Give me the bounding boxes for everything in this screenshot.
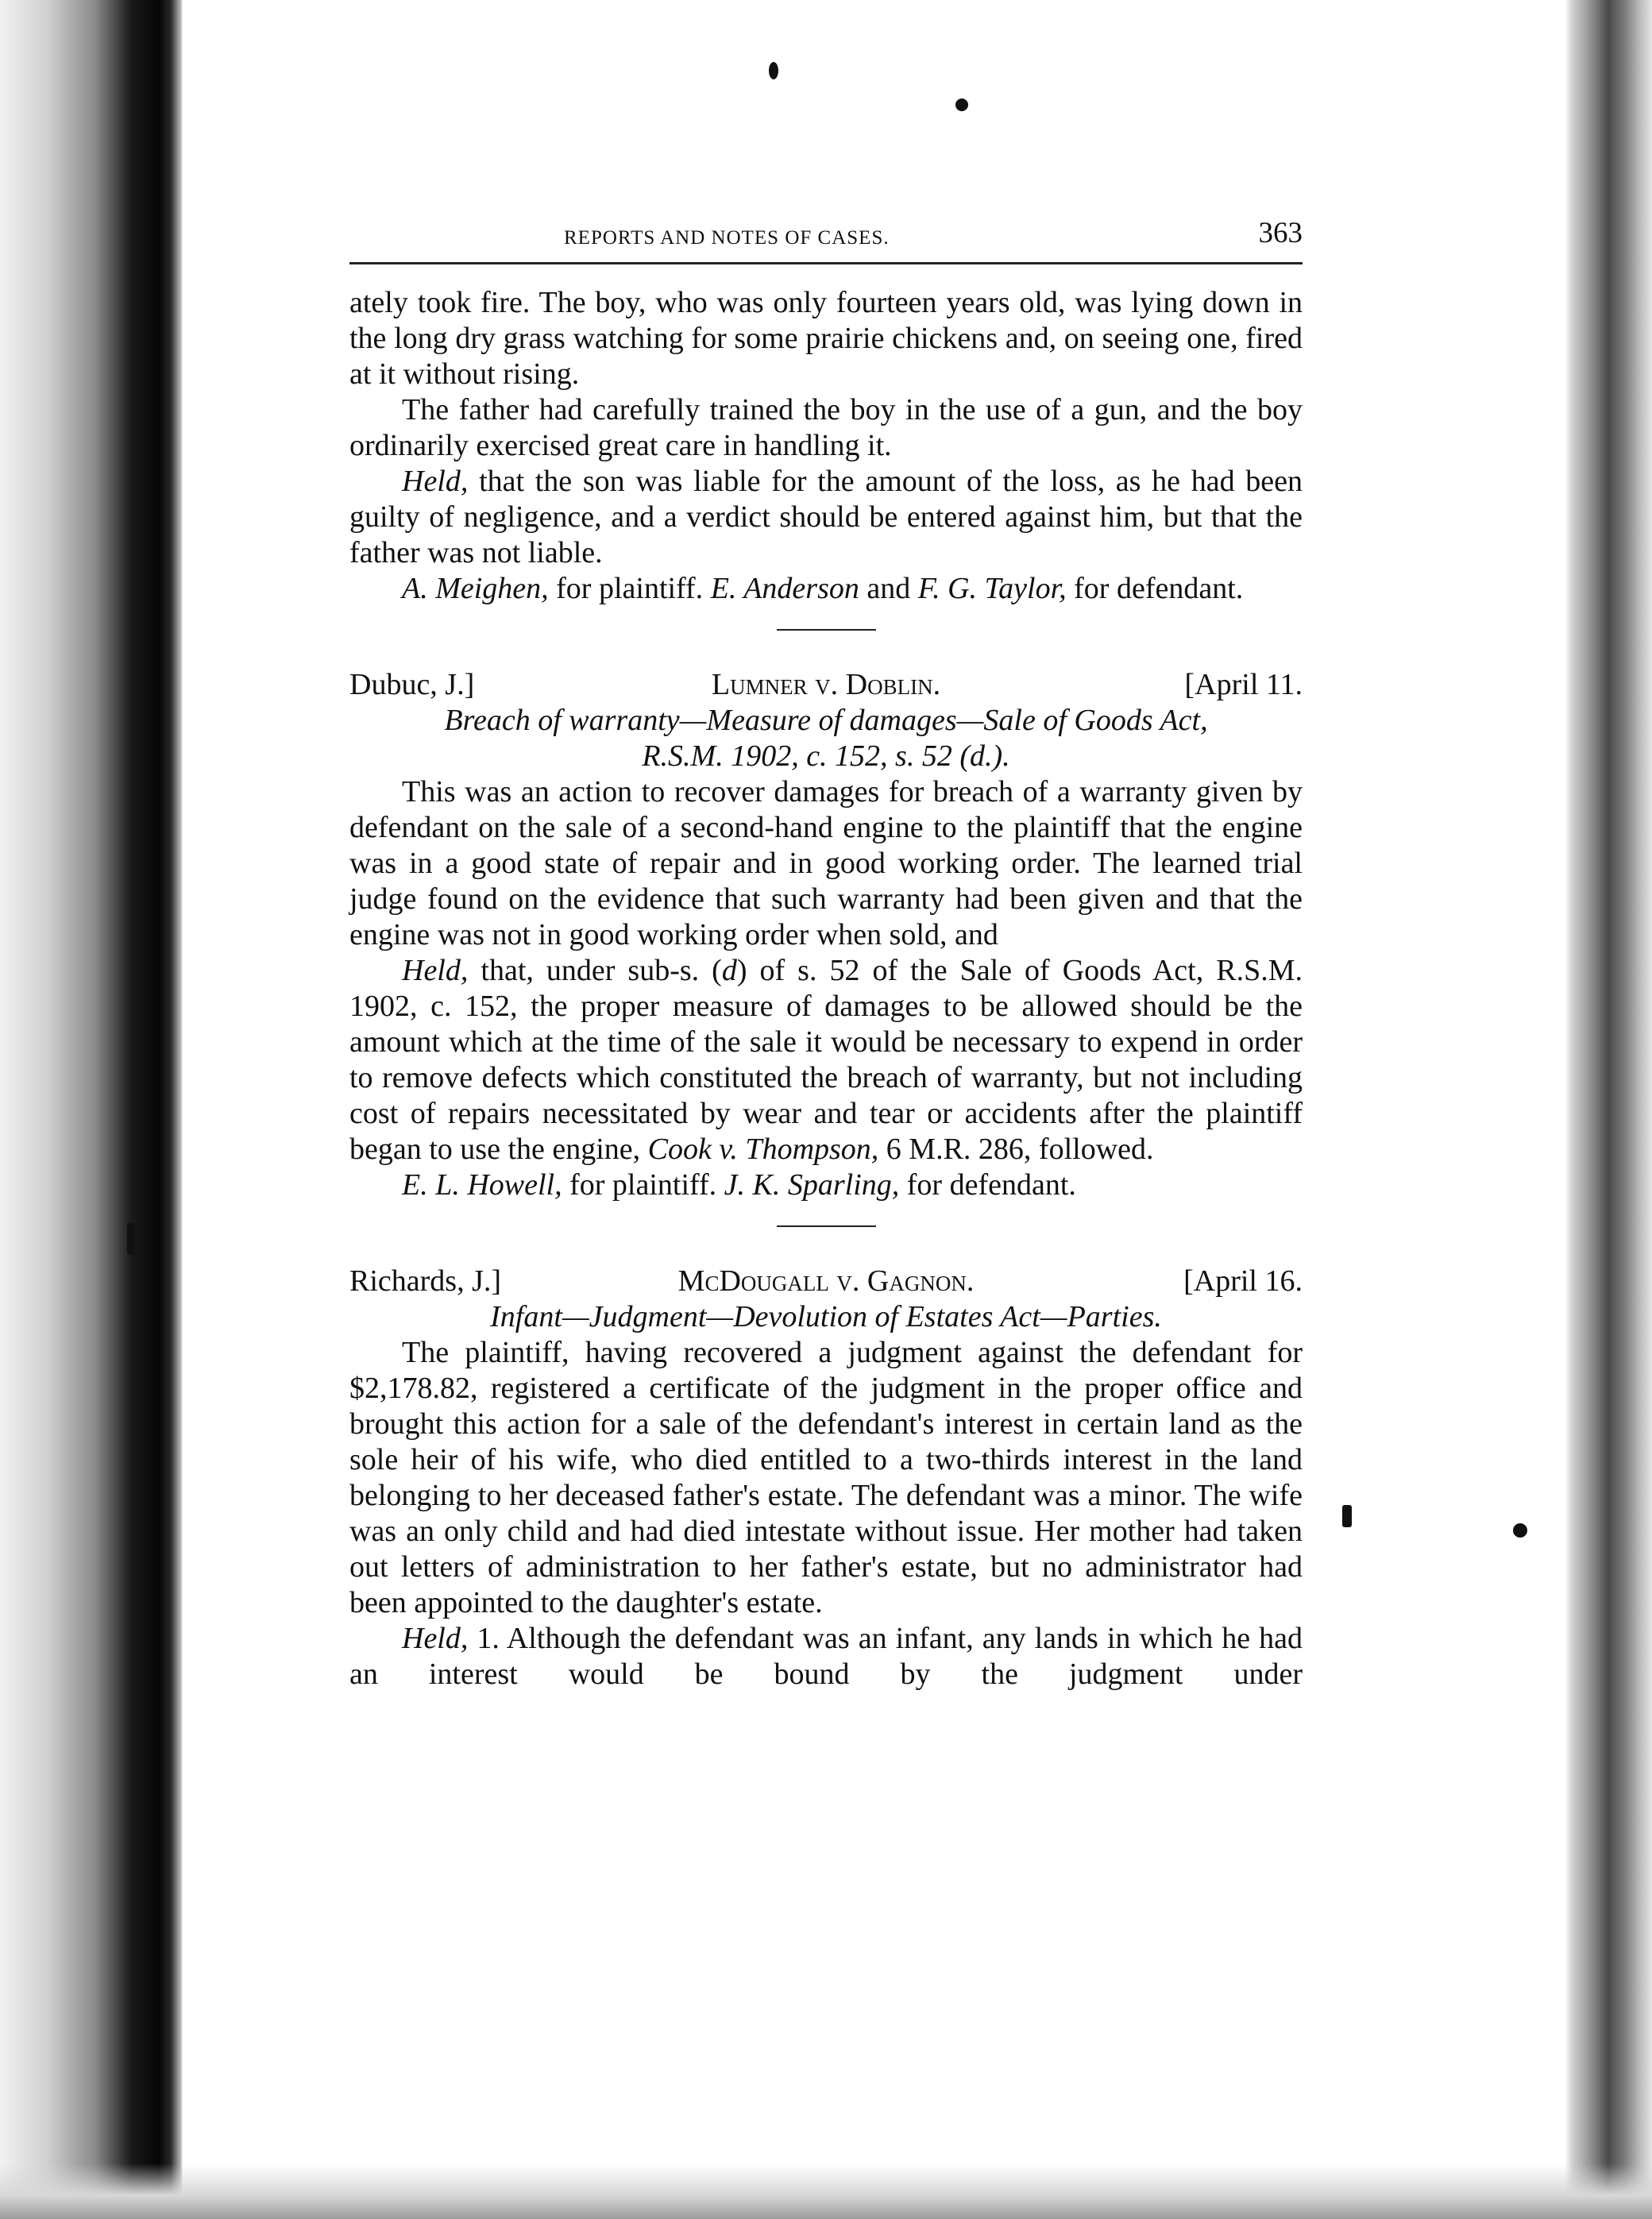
case-separator	[777, 629, 876, 631]
case-citation: Cook v. Thompson,	[647, 1133, 879, 1166]
counsel-name: E. Anderson	[710, 572, 859, 605]
case-style: Lumner v. Doblin.	[711, 668, 941, 701]
held-word: Held,	[402, 954, 469, 987]
scan-speck	[955, 98, 968, 111]
case-date: [April 11.	[1184, 668, 1303, 701]
scan-speck	[769, 62, 778, 79]
page-header	[349, 214, 1303, 264]
counsel-name: F. G. Taylor,	[917, 572, 1067, 605]
case3-held-text: 1. Although the defendant was an infant, any lands in which he had an interest would be bound by the judgment under	[349, 1622, 1303, 1691]
page-edge-right	[1565, 0, 1652, 2219]
case-date: [April 16.	[1183, 1264, 1303, 1298]
case1-held-text: that the son was liable for the amount of the loss, as he had been guilty of negligence, and a verdict should be entered against him, but that the father was not liable.	[349, 465, 1303, 569]
running-head: REPORTS AND NOTES OF CASES.	[564, 227, 890, 249]
case1-paragraph-1: ately took fire. The boy, who was only fourteen years old, was lying down in the long dry grass watching for some prairie chickens and, on seeing one, fired at it without rising.	[349, 286, 1303, 391]
case1-held-paragraph	[349, 464, 1303, 571]
page-number: 363	[1258, 217, 1303, 249]
counsel-role: for plaintiff.	[548, 572, 711, 605]
counsel-role: for defendant.	[899, 1168, 1076, 1202]
counsel-name: E. L. Howell,	[402, 1168, 562, 1202]
case-separator	[777, 1225, 876, 1227]
case-judge: Richards, J.]	[349, 1264, 502, 1298]
case2-heading	[349, 667, 1303, 703]
counsel-conjunction: and	[859, 572, 918, 605]
case2-catchwords-line-2: R.S.M. 1902, c. 152, s. 52 (d.).	[642, 739, 1010, 773]
book-page	[349, 214, 1303, 1692]
counsel-role: for defendant.	[1066, 572, 1244, 605]
case1-counsel	[349, 571, 1303, 607]
held-word: Held,	[402, 1622, 469, 1655]
case3-paragraph-1: The plaintiff, having recovered a judgment against the defendant for $2,178.82, registered a certificate of the judgment in the proper office and brought this action for a sale of the defendant's interest in certain land as the sole heir of his wife, who died entitled to a two-thirds interest in the land belonging to her deceased father's estate. The defendant was a minor. The wife was an only child and had died intestate without issue. Her mother had taken out letters of administration to her father's estate, but no administrator had been appointed to the daughter's estate.	[349, 1336, 1303, 1619]
counsel-name: J. K. Sparling,	[724, 1168, 900, 1202]
counsel-role: for plaintiff.	[562, 1168, 724, 1202]
case3-heading	[349, 1264, 1303, 1299]
counsel-name: A. Meighen,	[402, 572, 549, 605]
case-judge: Dubuc, J.]	[349, 668, 475, 701]
case-style: McDougall v. Gagnon.	[677, 1264, 975, 1298]
case2-held-text: ) of s. 52 of the Sale of Goods Act, R.S.M. 1902, c. 152, the proper measure of damages to be allowed should be the amount which at the time of the sale it would be necessary to expend in order to remove defects which constituted the breach of warranty, but not including cost of repairs necessitated by wear and tear or accidents after the plaintiff began to use the engine,	[349, 954, 1303, 1166]
case2-held-text: that, under sub-s. (	[468, 954, 722, 987]
scan-speck	[1513, 1523, 1527, 1538]
subsection-letter: d	[721, 954, 737, 987]
scan-speck	[127, 1223, 135, 1255]
scan-speck	[1342, 1505, 1352, 1527]
case3-held-paragraph	[349, 1621, 1303, 1692]
case2-held-paragraph	[349, 953, 1303, 1167]
case3-catchwords: Infant—Judgment—Devolution of Estates Act—Parties.	[490, 1300, 1162, 1333]
case1-paragraph-2: The father had carefully trained the boy in the use of a gun, and the boy ordinarily exercised great care in handling it.	[349, 393, 1303, 462]
case2-catchwords-line-1: Breach of warranty—Measure of damages—Sale of Goods Act,	[444, 704, 1208, 737]
case2-counsel	[349, 1167, 1303, 1203]
case2-held-text: 6 M.R. 286, followed.	[878, 1133, 1154, 1166]
case2-paragraph-1: This was an action to recover damages for breach of a warranty given by defendant on the sale of a second-hand engine to the plaintiff that the engine was in a good state of repair and in good working order. The learned trial judge found on the evidence that such warranty had been given and that the engine was not in good working order when sold, and	[349, 775, 1303, 951]
held-word: Held,	[402, 465, 469, 498]
book-spine-shadow	[0, 0, 183, 2219]
page-edge-bottom	[0, 2163, 1652, 2219]
